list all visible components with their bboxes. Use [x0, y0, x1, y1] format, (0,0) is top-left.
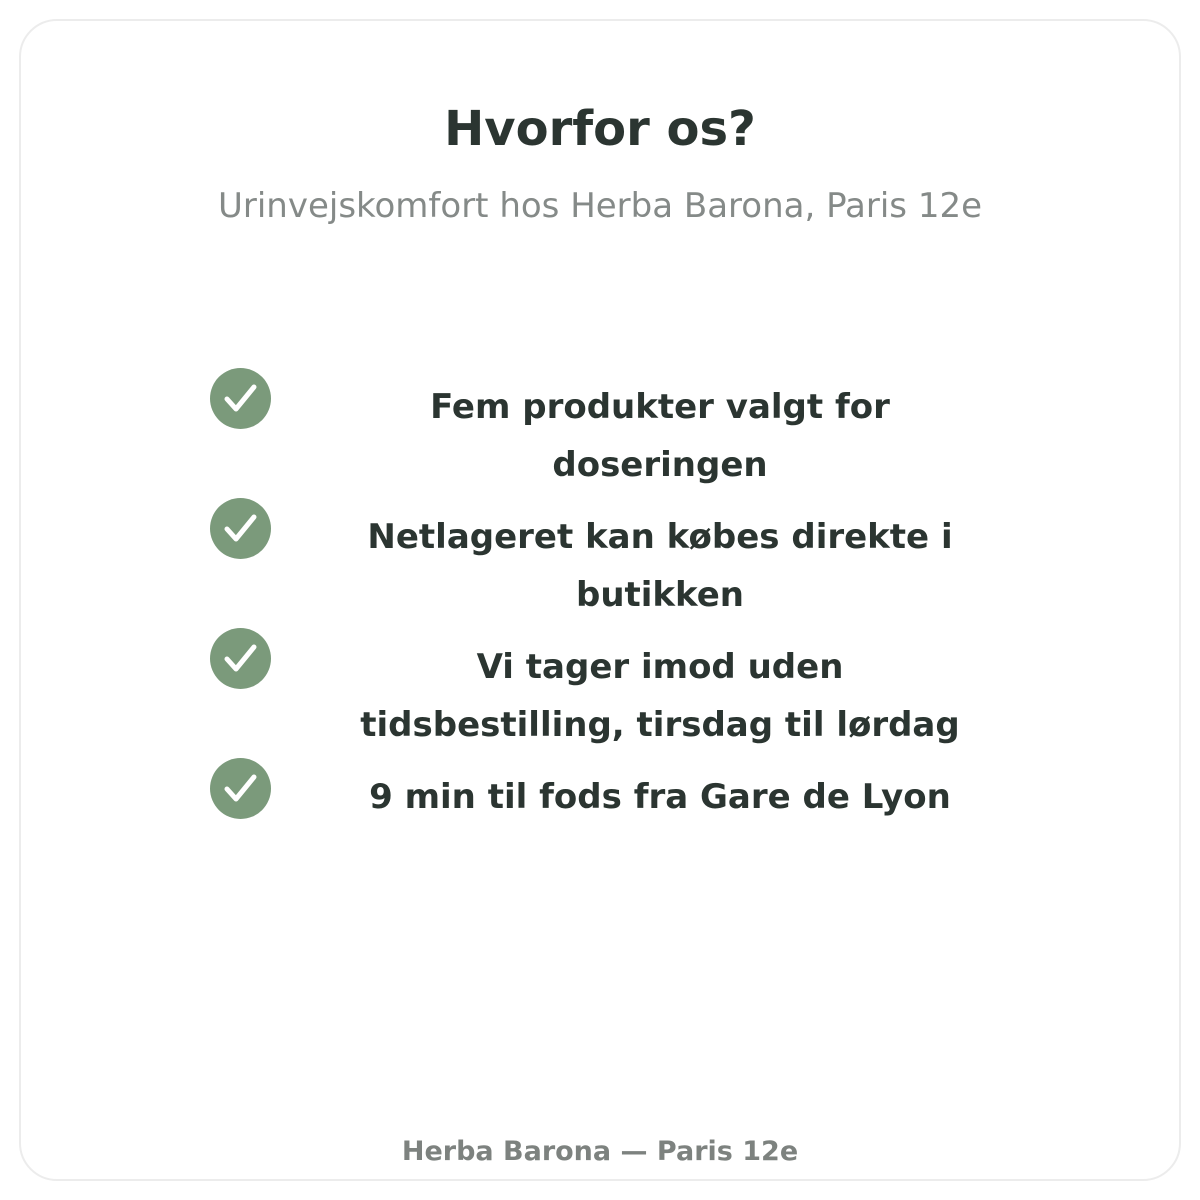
check-circle-icon — [210, 498, 271, 559]
footer-text: Herba Barona — Paris 12e — [401, 1136, 799, 1167]
feature-text: Netlageret kan købes direkte i butikken — [367, 517, 953, 615]
page-subtitle: Urinvejskomfort hos Herba Barona, Paris 12e — [217, 186, 983, 226]
check-circle-icon — [210, 628, 271, 689]
feature-text: Vi tager imod uden tidsbestilling, tirsdag til lørdag — [360, 647, 960, 745]
feature-text: 9 min til fods fra Gare de Lyon — [369, 777, 951, 817]
check-circle-icon — [210, 758, 271, 819]
page-title: Hvorfor os? — [444, 101, 756, 157]
feature-text: Fem produkter valgt for doseringen — [430, 387, 890, 485]
check-circle-icon — [210, 368, 271, 429]
